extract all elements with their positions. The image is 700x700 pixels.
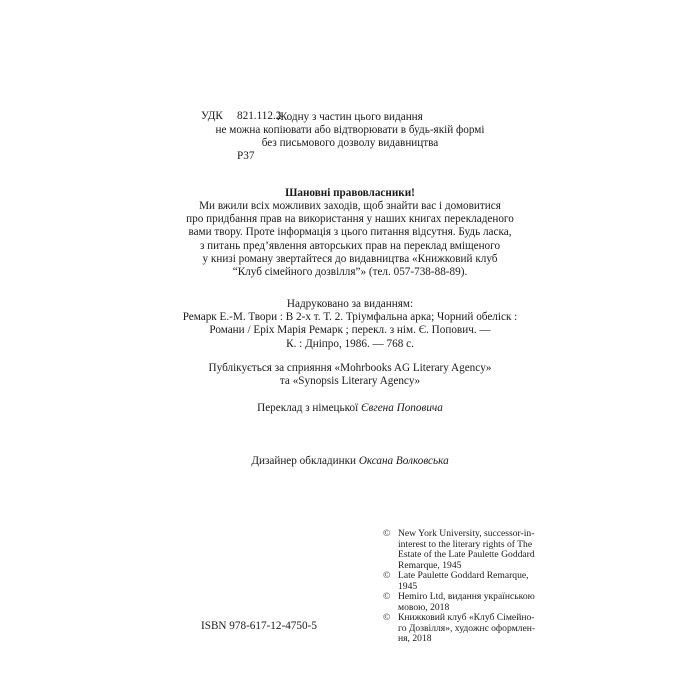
holders-notice-line: вами твору. Проте інформація з цього питання відсутня. Будь ласка, xyxy=(188,226,512,239)
printed-from-line: Ремарк Е.-М. Твори : В 2-х т. Т. 2. Тріумфальна арка; Чорний обеліск : xyxy=(182,311,518,324)
copyright-entry-line: мовою, 2018 xyxy=(398,601,450,613)
copyright-notice xyxy=(150,111,550,151)
designer-line xyxy=(150,455,550,468)
holders-notice-title: Шановні правовласники! xyxy=(285,187,415,199)
copyright-entry-line: Remarque, 1945 xyxy=(398,559,462,571)
holders-notice-line: Ми вжили всіх можливих заходів, щоб знайти вас і домовитися xyxy=(199,200,501,212)
copyright-entry xyxy=(383,613,583,645)
translation-line xyxy=(150,402,550,415)
copyright-icon: © xyxy=(383,570,391,581)
copyright-list xyxy=(383,529,583,645)
copyright-entry-line: го Дозвілля», художнє оформлен- xyxy=(398,622,536,634)
designer-prefix: Дизайнер обкладинки xyxy=(251,455,359,467)
copyright-entry xyxy=(383,592,583,613)
copyright-entry xyxy=(383,571,583,592)
copyright-entry-text xyxy=(398,592,535,613)
copyright-entry-line: Estate of the Late Paulette Goddard xyxy=(398,549,535,560)
copyright-entry-line: Hemiro Ltd, видання українською xyxy=(398,591,535,602)
copyright-notice-line: не можна копіювати або відтворювати в будь-якій формі xyxy=(215,124,485,137)
copyright-icon: © xyxy=(383,612,391,623)
copyright-entry-text xyxy=(398,529,535,571)
printed-from-line: К. : Дніпро, 1986. — 768 с. xyxy=(286,337,414,350)
udk-code: 821.112.2 xyxy=(237,110,282,123)
printed-from-edition xyxy=(150,298,550,351)
copyright-entry-text xyxy=(398,613,535,645)
holders-notice-line: про придбання прав на використання у наших книгах перекладеного xyxy=(186,213,514,226)
holders-notice-line: з питань пред’явлення авторських прав на переклад вміщеного xyxy=(199,239,501,252)
designer-name: Оксана Волковська xyxy=(358,455,449,467)
copyright-entry-line: interest to the literary rights of The xyxy=(398,538,533,550)
copyright-entry-line: Late Paulette Goddard Remarque, xyxy=(398,570,529,581)
published-with-line: Публікується за сприяння «Mohrbooks AG Literary Agency» xyxy=(208,362,492,374)
translation-credit xyxy=(150,402,550,415)
translation-prefix: Переклад з німецької xyxy=(257,402,362,414)
holders-notice-text xyxy=(150,200,550,279)
copyright-entry-text xyxy=(398,571,529,592)
printed-from-line: Надруковано за виданням: xyxy=(286,298,414,310)
copyright-entry-line: ня, 2018 xyxy=(398,633,432,644)
holders-notice-line: “Клуб сімейного дозвілля”» (тел. 057-738-88-89). xyxy=(232,266,468,279)
printed-from-line: Романи / Еріх Марія Ремарк ; перекл. з нім. Є. Попович. — xyxy=(209,324,491,337)
translator-name: Євгена Поповича xyxy=(361,402,443,414)
udk-label: УДК xyxy=(201,110,223,123)
designer-credit xyxy=(150,455,550,468)
copyright-notice-line: без письмового дозволу видавництва xyxy=(261,137,439,150)
isbn: ISBN 978-617-12-4750-5 xyxy=(201,620,317,632)
author-mark-row xyxy=(201,150,281,163)
copyright-entry-line: New York University, successor-in- xyxy=(398,528,535,539)
published-with-line: та «Synopsis Literary Agency» xyxy=(279,375,421,388)
copyright-notice-line: Жодну з частин цього видання xyxy=(277,111,423,123)
copyright-entry-line: 1945 xyxy=(398,580,418,592)
published-with-support xyxy=(150,362,550,388)
author-mark: Р37 xyxy=(237,150,255,163)
copyright-entry xyxy=(383,529,583,571)
holders-notice-line: у книзі роману звертайтеся до видавництва «Книжковий клуб xyxy=(202,252,498,265)
copyright-icon: © xyxy=(383,591,391,602)
copyright-icon: © xyxy=(383,528,391,539)
copyright-entry-line: Книжковий клуб «Клуб Сімейно- xyxy=(398,612,535,623)
